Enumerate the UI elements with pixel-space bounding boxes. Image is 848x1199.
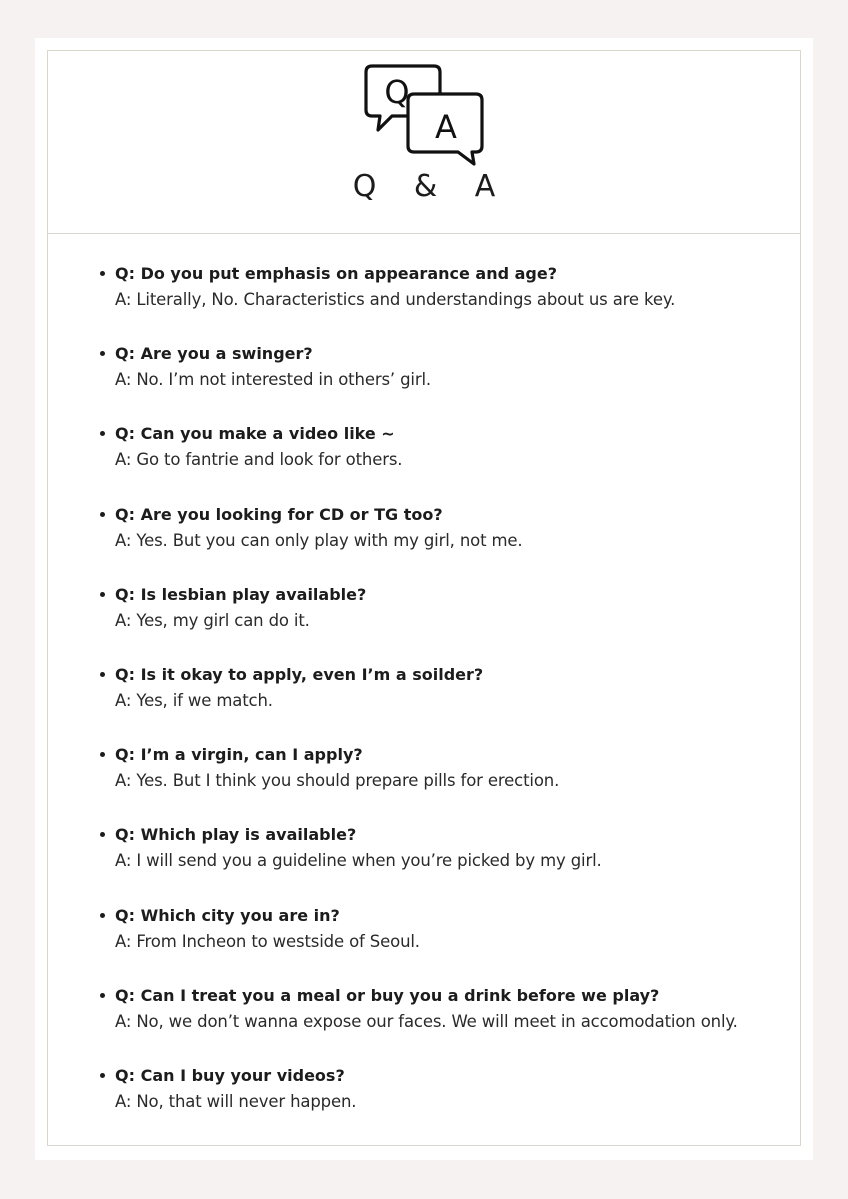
faq-question: Q: Are you a swinger? — [115, 344, 313, 364]
document-page — [35, 38, 813, 1160]
faq-item — [100, 983, 800, 1063]
faq-question: Q: Can I treat you a meal or buy you a drink before we play? — [115, 985, 660, 1005]
faq-item — [100, 742, 800, 822]
faq-item — [100, 341, 800, 421]
faq-answer: A: No, we don’t wanna expose our faces. We will meet in accomodation only. — [115, 1011, 738, 1031]
bullet-icon — [100, 993, 105, 998]
faq-answer: A: No, that will never happen. — [115, 1091, 357, 1111]
faq-answer: A: Yes. But I think you should prepare pills for erection. — [115, 771, 560, 791]
faq-answer: A: Literally, No. Characteristics and understandings about us are key. — [115, 290, 676, 309]
faq-item — [100, 1063, 800, 1143]
faq-item — [100, 502, 800, 582]
page-title: Q & A — [352, 169, 510, 204]
faq-question: Q: Can you make a video like ~ — [115, 424, 395, 444]
bullet-icon — [100, 913, 105, 918]
faq-answer: A: Yes, if we match. — [115, 690, 273, 710]
faq-question: Q: Do you put emphasis on appearance and age? — [115, 264, 558, 283]
faq-question: Q: I’m a virgin, can I apply? — [115, 745, 363, 765]
faq-answer: A: From Incheon to westside of Seoul. — [115, 931, 420, 951]
bullet-icon — [100, 512, 105, 517]
bullet-icon — [100, 752, 105, 757]
faq-item — [100, 582, 800, 662]
bullet-icon — [100, 592, 105, 597]
faq-item — [100, 261, 800, 341]
faq-question: Q: Is lesbian play available? — [115, 584, 367, 604]
faq-item — [100, 903, 800, 983]
bullet-icon — [100, 1073, 105, 1078]
bullet-icon — [100, 351, 105, 356]
faq-item — [100, 822, 800, 902]
bullet-icon — [100, 431, 105, 436]
bullet-icon — [100, 832, 105, 837]
bullet-icon — [100, 271, 105, 276]
bullet-icon — [100, 672, 105, 677]
q-letter: Q — [384, 73, 410, 111]
faq-answer: A: Yes. But you can only play with my girl, not me. — [115, 530, 523, 550]
a-letter: A — [435, 108, 457, 146]
faq-answer: A: Go to fantrie and look for others. — [115, 450, 403, 470]
faq-item — [100, 421, 800, 501]
faq-question: Q: Which play is available? — [115, 825, 357, 845]
faq-question: Q: Which city you are in? — [115, 905, 340, 925]
page-border — [47, 50, 801, 1146]
faq-item — [100, 662, 800, 742]
faq-question: Q: Is it okay to apply, even I’m a soilder? — [115, 664, 484, 684]
qa-speech-bubbles-icon — [364, 64, 484, 168]
faq-answer: A: I will send you a guideline when you’re picked by my girl. — [115, 851, 602, 871]
faq-question: Q: Are you looking for CD or TG too? — [115, 504, 443, 524]
header — [48, 51, 800, 234]
faq-question: Q: Can I buy your videos? — [115, 1065, 345, 1085]
faq-answer: A: Yes, my girl can do it. — [115, 610, 310, 630]
faq-list — [100, 261, 800, 1143]
faq-answer: A: No. I’m not interested in others’ girl. — [115, 370, 432, 390]
